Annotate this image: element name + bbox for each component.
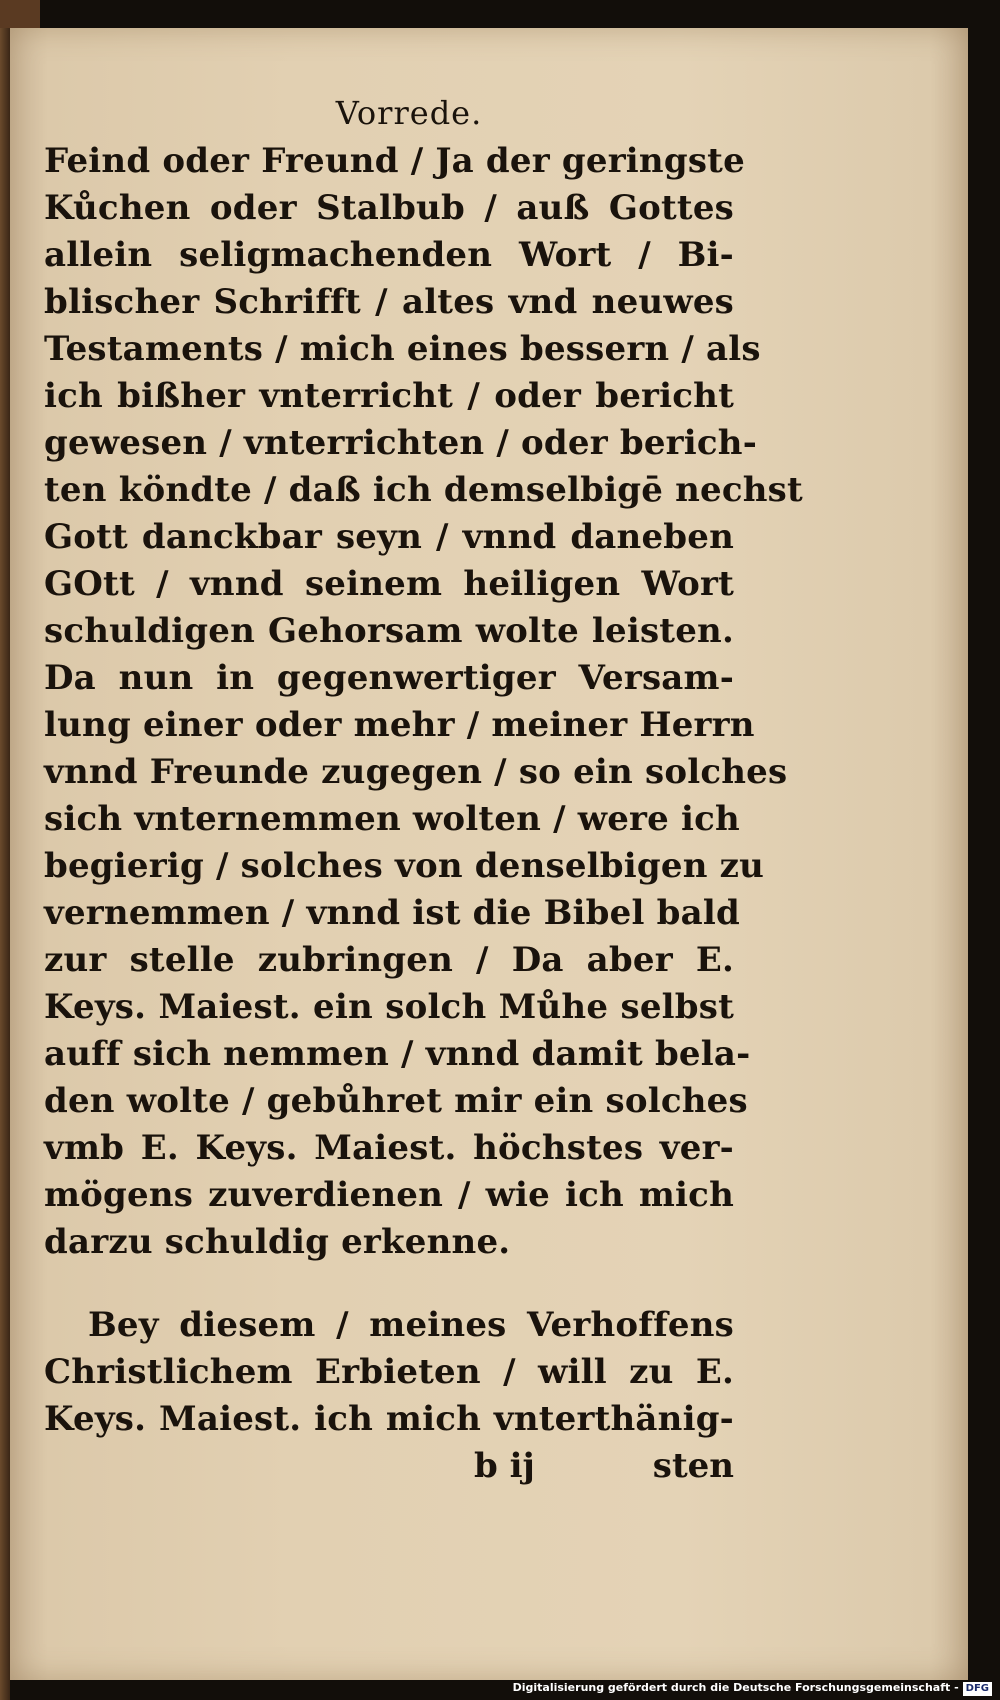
text-block	[44, 88, 803, 1490]
text-line: Bey diesem / meines Verhoffens	[88, 1305, 734, 1345]
signature-mark: b ij	[474, 1446, 535, 1486]
text-line: ten köndte / daß ich demselbigē nechst	[44, 470, 803, 510]
text-line: lung einer oder mehr / meiner Herrn	[44, 705, 755, 745]
text-line: gewesen / vnterrichten / oder berich-	[44, 423, 758, 463]
catchword: sten	[652, 1446, 734, 1486]
book-page	[10, 28, 968, 1680]
text-line: ich bißher vnterricht / oder bericht	[44, 376, 734, 416]
text-line: schuldigen Gehorsam wolte leisten.	[44, 611, 734, 651]
text-line: vnnd Freunde zugegen / so ein solches	[44, 752, 788, 792]
running-head: Vorrede.	[335, 94, 483, 132]
text-line: Keys. Maiest. ich mich vnterthänig-	[44, 1399, 734, 1439]
text-line: Testaments / mich eines bessern / als	[44, 329, 761, 369]
text-line: vmb E. Keys. Maiest. höchstes ver-	[44, 1128, 734, 1168]
text-line: Da nun in gegenwertiger Versam-	[44, 658, 734, 698]
text-line: allein seligmachenden Wort / Bi-	[44, 235, 734, 275]
text-line: mögens zuverdienen / wie ich mich	[44, 1175, 734, 1215]
text-line: Keys. Maiest. ein solch Můhe selbst	[44, 987, 734, 1027]
paragraph-1	[44, 138, 803, 1266]
paragraph-gap	[44, 1266, 734, 1302]
text-line: zur stelle zubringen / Da aber E.	[44, 940, 734, 980]
text-line: Feind oder Freund / Ja der geringste	[44, 141, 745, 181]
text-line: Christlichem Erbieten / will zu E.	[44, 1352, 734, 1392]
text-line: begierig / solches von denselbigen zu	[44, 846, 765, 886]
text-line: auff sich nemmen / vnnd damit bela-	[44, 1034, 751, 1074]
dfg-logo: DFG	[963, 1682, 992, 1696]
text-line: GOtt / vnnd seinem heiligen Wort	[44, 564, 734, 604]
book-spine	[0, 0, 10, 1700]
page-foot	[44, 1443, 734, 1490]
book-cover-edge	[0, 0, 40, 28]
digitization-credit	[513, 1680, 992, 1696]
text-line: Gott danckbar seyn / vnnd daneben	[44, 517, 734, 557]
text-line: sich vnternemmen wolten / were ich	[44, 799, 740, 839]
text-line: darzu schuldig erkenne.	[44, 1222, 511, 1262]
text-line: blischer Schrifft / altes vnd neuwes	[44, 282, 734, 322]
text-line: den wolte / gebůhret mir ein solches	[44, 1081, 748, 1121]
text-line: vernemmen / vnnd ist die Bibel bald	[44, 893, 740, 933]
text-line: Kůchen oder Stalbub / auß Gottes	[44, 188, 734, 228]
paragraph-2	[44, 1302, 734, 1443]
credit-text: Digitalisierung gefördert durch die Deutsche Forschungsgemeinschaft -	[512, 1681, 959, 1694]
